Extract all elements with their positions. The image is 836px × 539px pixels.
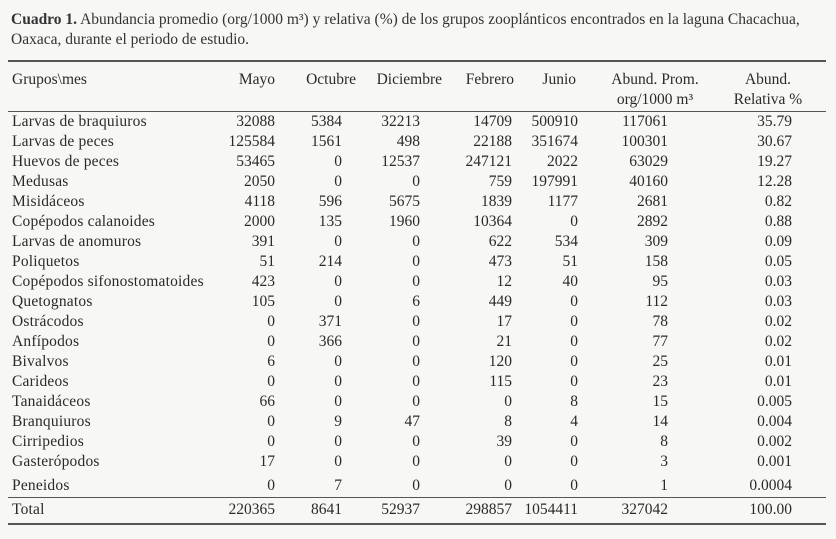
- cell-junio: 1054411: [524, 501, 578, 518]
- cell-prom: 77: [652, 333, 668, 350]
- header-abund-prom-line1: Abund. Prom.: [611, 71, 699, 88]
- cell-junio: 40: [562, 273, 578, 290]
- cell-junio: 0: [570, 477, 578, 494]
- cell-febrero: 120: [488, 353, 512, 370]
- total-top-rule: [8, 497, 826, 498]
- cell-diciembre: 0: [412, 333, 420, 350]
- cell-mayo: 125584: [228, 133, 275, 150]
- cell-rel: 30.67: [757, 133, 792, 150]
- cell-diciembre: 1960: [389, 213, 420, 230]
- cell-mayo: 6: [267, 353, 275, 370]
- cell-diciembre: 0: [412, 233, 420, 250]
- cell-febrero: 39: [496, 433, 512, 450]
- cell-group: Branquiuros: [12, 413, 91, 430]
- cell-group: Gasterópodos: [12, 453, 100, 470]
- cell-diciembre: 498: [396, 133, 420, 150]
- cell-octubre: 0: [334, 353, 342, 370]
- cell-octubre: 9: [334, 413, 342, 430]
- cell-rel: 0.02: [764, 333, 792, 350]
- cell-octubre: 135: [318, 213, 342, 230]
- header-octubre: Octubre: [306, 71, 356, 88]
- cell-octubre: 0: [334, 433, 342, 450]
- table-bottom-rule: [8, 523, 826, 525]
- cell-junio: 534: [554, 233, 578, 250]
- cell-rel: 0.0004: [749, 477, 792, 494]
- cell-febrero: 22188: [473, 133, 512, 150]
- cell-febrero: 0: [504, 477, 512, 494]
- cell-diciembre: 0: [412, 373, 420, 390]
- cell-mayo: 4118: [244, 193, 275, 210]
- cell-octubre: 0: [334, 373, 342, 390]
- cell-prom: 2681: [637, 193, 668, 210]
- cell-rel: 0.002: [757, 433, 792, 450]
- cell-rel: 0.88: [764, 213, 792, 230]
- cell-febrero: 622: [488, 233, 512, 250]
- header-abund-prom: [596, 70, 714, 110]
- cell-prom: 14: [652, 413, 668, 430]
- cell-prom: 8: [660, 433, 668, 450]
- table-caption: [11, 10, 811, 50]
- cell-group: Tanaidáceos: [12, 393, 91, 410]
- cell-febrero: 0: [504, 393, 512, 410]
- cell-prom: 158: [644, 253, 668, 270]
- cell-junio: 500910: [531, 113, 578, 130]
- cell-group: Bivalvos: [12, 353, 69, 370]
- cell-group: Quetognatos: [12, 293, 93, 310]
- cell-rel: 0.03: [764, 293, 792, 310]
- cell-octubre: 1561: [311, 133, 342, 150]
- cell-rel: 0.005: [757, 393, 792, 410]
- cell-mayo: 0: [267, 313, 275, 330]
- cell-mayo: 0: [267, 477, 275, 494]
- cell-rel: 12.28: [757, 173, 792, 190]
- cell-rel: 0.02: [764, 313, 792, 330]
- cell-rel: 0.001: [757, 453, 792, 470]
- cell-prom: 95: [652, 273, 668, 290]
- cell-diciembre: 12537: [381, 153, 420, 170]
- cell-febrero: 449: [488, 293, 512, 310]
- cell-prom: 327042: [621, 501, 668, 518]
- header-junio: Junio: [542, 71, 576, 88]
- header-febrero: Febrero: [465, 71, 514, 88]
- cell-prom: 309: [644, 233, 668, 250]
- cell-febrero: 14709: [473, 113, 512, 130]
- cell-group: Copépodos calanoides: [12, 213, 156, 230]
- cell-group: Huevos de peces: [12, 153, 120, 170]
- cell-octubre: 371: [318, 313, 342, 330]
- cell-febrero: 759: [488, 173, 512, 190]
- cell-prom: 112: [645, 293, 668, 310]
- cell-junio: 0: [570, 313, 578, 330]
- cell-junio: 0: [570, 373, 578, 390]
- cell-prom: 78: [652, 313, 668, 330]
- cell-octubre: 214: [318, 253, 342, 270]
- cell-mayo: 0: [267, 373, 275, 390]
- cell-diciembre: 0: [412, 453, 420, 470]
- header-diciembre: Diciembre: [376, 71, 442, 88]
- cell-febrero: 17: [496, 313, 512, 330]
- cell-octubre: 0: [334, 293, 342, 310]
- cell-mayo: 0: [267, 413, 275, 430]
- cell-group: Cirripedios: [12, 433, 84, 450]
- cell-group: Copépodos sifonostomatoides: [12, 273, 204, 290]
- cell-rel: 100.00: [749, 501, 792, 518]
- header-abund-rel-line2: Relativa %: [733, 91, 803, 108]
- cell-group: Poliquetos: [12, 253, 80, 270]
- cell-junio: 0: [570, 453, 578, 470]
- cell-prom: 117061: [622, 113, 668, 130]
- cell-diciembre: 0: [412, 393, 420, 410]
- cell-octubre: 0: [334, 453, 342, 470]
- cell-rel: 0.01: [764, 373, 792, 390]
- cell-group: Misidáceos: [12, 193, 85, 210]
- cell-octubre: 8641: [311, 501, 342, 518]
- cell-febrero: 473: [488, 253, 512, 270]
- cell-prom: 23: [652, 373, 668, 390]
- cell-junio: 1177: [547, 193, 578, 210]
- cell-prom: 3: [660, 453, 668, 470]
- cell-febrero: 0: [504, 453, 512, 470]
- cell-junio: 51: [562, 253, 578, 270]
- cell-prom: 100301: [621, 133, 668, 150]
- cell-mayo: 2000: [244, 213, 275, 230]
- cell-group: Ostrácodos: [12, 313, 84, 330]
- cell-group: Larvas de anomuros: [12, 233, 142, 250]
- cell-junio: 197991: [531, 173, 578, 190]
- cell-febrero: 21: [496, 333, 512, 350]
- cell-octubre: 596: [318, 193, 342, 210]
- cell-junio: 0: [570, 433, 578, 450]
- cell-diciembre: 0: [412, 313, 420, 330]
- cell-octubre: 0: [334, 153, 342, 170]
- cell-group: Medusas: [12, 173, 69, 190]
- cell-octubre: 0: [334, 173, 342, 190]
- cell-febrero: 115: [489, 373, 512, 390]
- cell-rel: 35.79: [757, 113, 792, 130]
- cell-prom: 25: [652, 353, 668, 370]
- cell-febrero: 298857: [465, 501, 512, 518]
- cell-diciembre: 0: [412, 273, 420, 290]
- cell-mayo: 391: [251, 233, 275, 250]
- header-abund-rel-line1: Abund.: [744, 71, 792, 88]
- cell-diciembre: 5675: [389, 193, 420, 210]
- table-top-rule: [8, 60, 826, 62]
- cell-octubre: 5384: [311, 113, 342, 130]
- cell-febrero: 8: [504, 413, 512, 430]
- cell-junio: 0: [570, 333, 578, 350]
- cell-group: Peneidos: [12, 477, 70, 494]
- cell-rel: 0.05: [764, 253, 792, 270]
- cell-rel: 0.01: [764, 353, 792, 370]
- cell-diciembre: 0: [412, 477, 420, 494]
- cell-octubre: 7: [334, 477, 342, 494]
- cell-octubre: 0: [334, 273, 342, 290]
- caption-text: Abundancia promedio (org/1000 m³) y relativa (%) de los grupos zooplánticos encontrados en la laguna Chacachua, Oaxaca, durante el periodo de estudio.: [11, 11, 800, 48]
- cell-group: Total: [12, 501, 45, 518]
- cell-diciembre: 0: [412, 433, 420, 450]
- cell-mayo: 220365: [228, 501, 275, 518]
- cell-diciembre: 0: [412, 173, 420, 190]
- cell-junio: 4: [570, 413, 578, 430]
- header-mayo: Mayo: [238, 71, 275, 88]
- cell-prom: 1: [660, 477, 668, 494]
- cell-group: Anfípodos: [12, 333, 80, 350]
- header-abund-prom-line2: org/1000 m³: [616, 91, 694, 108]
- cell-group: Larvas de peces: [12, 133, 114, 150]
- cell-group: Larvas de braquiuros: [12, 113, 147, 130]
- header-group: Grupos\mes: [12, 71, 87, 88]
- cell-prom: 40160: [629, 173, 668, 190]
- cell-rel: 0.004: [757, 413, 792, 430]
- cell-diciembre: 47: [404, 413, 420, 430]
- cell-febrero: 247121: [465, 153, 512, 170]
- cell-diciembre: 32213: [381, 113, 420, 130]
- cell-mayo: 53465: [236, 153, 275, 170]
- cell-diciembre: 0: [412, 253, 420, 270]
- cell-prom: 63029: [629, 153, 668, 170]
- cell-octubre: 0: [334, 233, 342, 250]
- cell-mayo: 66: [259, 393, 275, 410]
- cell-mayo: 0: [267, 433, 275, 450]
- cell-junio: 351674: [531, 133, 578, 150]
- cell-rel: 0.09: [764, 233, 792, 250]
- cell-junio: 8: [570, 393, 578, 410]
- cell-prom: 2892: [637, 213, 668, 230]
- cell-mayo: 105: [251, 293, 275, 310]
- cell-junio: 0: [570, 353, 578, 370]
- cell-prom: 15: [652, 393, 668, 410]
- cell-octubre: 366: [318, 333, 342, 350]
- cell-octubre: 0: [334, 393, 342, 410]
- caption-label: Cuadro 1.: [11, 11, 78, 28]
- cell-febrero: 12: [496, 273, 512, 290]
- cell-diciembre: 52937: [381, 501, 420, 518]
- cell-febrero: 1839: [481, 193, 512, 210]
- cell-junio: 0: [570, 213, 578, 230]
- cell-diciembre: 0: [412, 353, 420, 370]
- cell-junio: 2022: [547, 153, 578, 170]
- cell-febrero: 10364: [473, 213, 512, 230]
- cell-rel: 19.27: [757, 153, 792, 170]
- cell-diciembre: 6: [412, 293, 420, 310]
- cell-mayo: 32088: [236, 113, 275, 130]
- header-abund-rel: [718, 70, 818, 110]
- cell-mayo: 2050: [244, 173, 275, 190]
- cell-group: Carideos: [12, 373, 69, 390]
- cell-junio: 0: [570, 293, 578, 310]
- cell-mayo: 0: [267, 333, 275, 350]
- cell-mayo: 17: [259, 453, 275, 470]
- cell-rel: 0.03: [764, 273, 792, 290]
- cell-mayo: 51: [259, 253, 275, 270]
- cell-mayo: 423: [251, 273, 275, 290]
- cell-rel: 0.82: [764, 193, 792, 210]
